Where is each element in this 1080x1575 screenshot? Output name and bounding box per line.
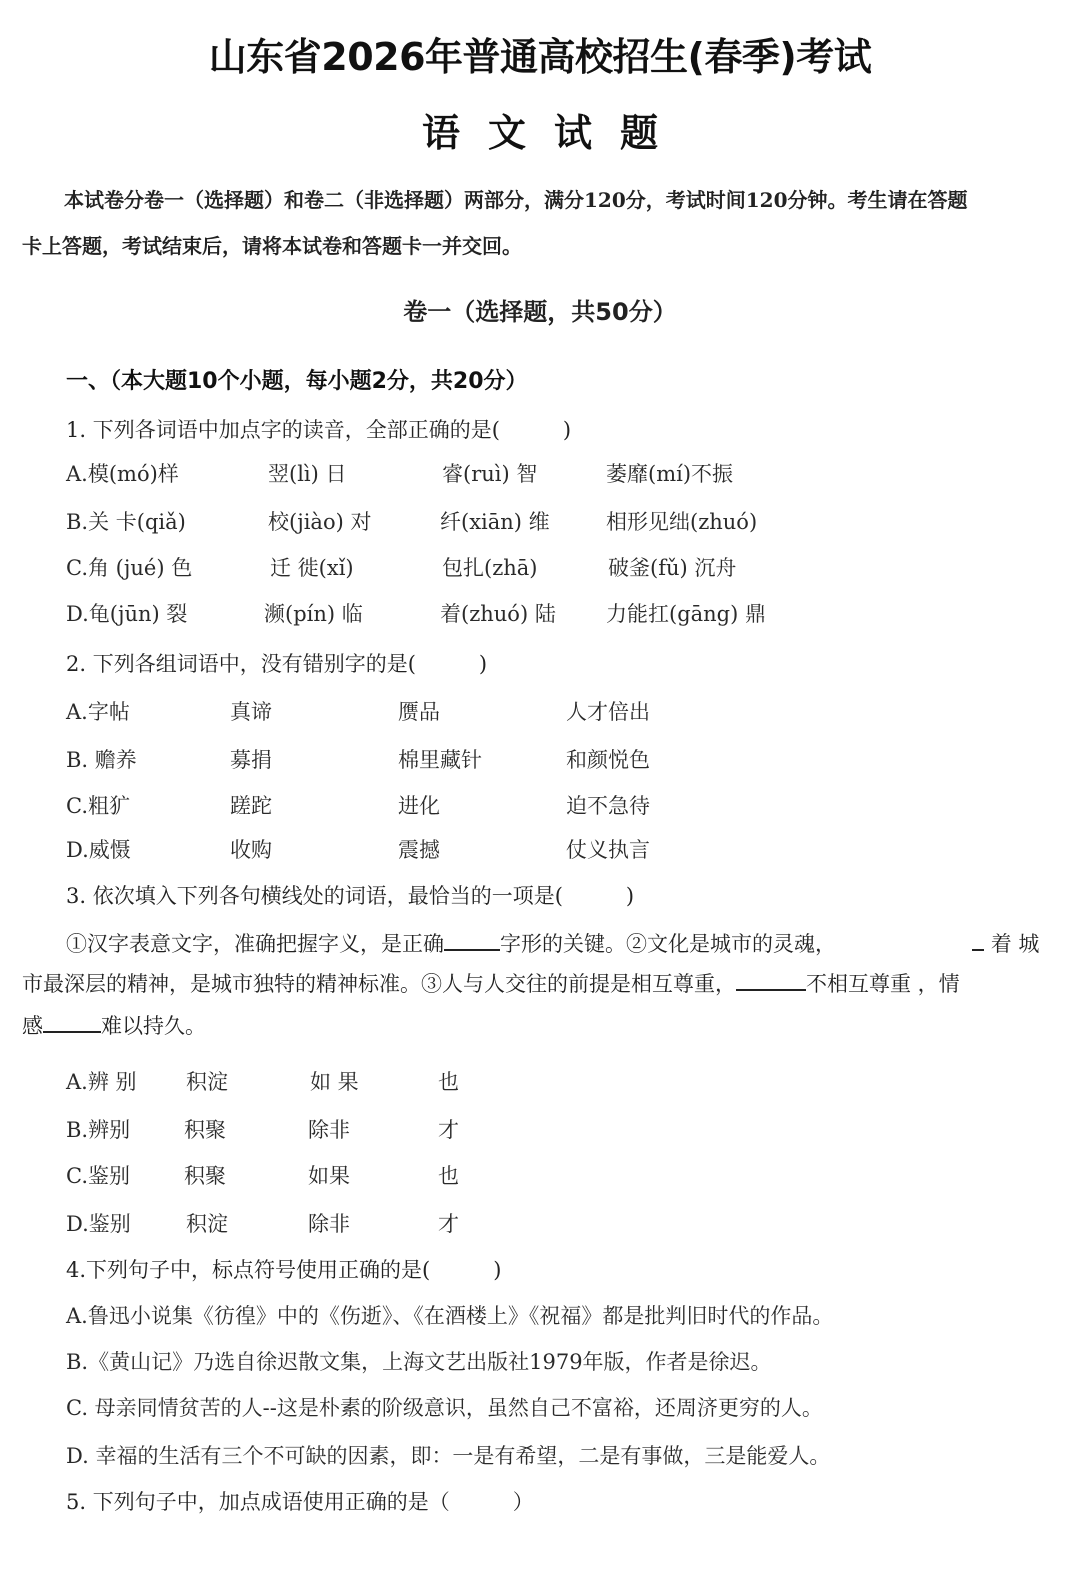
q3-passage-2a: 市最深层的精神，是城市独特的精神标准。③人与人交往的前提是相互尊重，	[22, 972, 736, 996]
q3-option-b-2: 积聚	[184, 1118, 226, 1142]
q3-passage-3a: 感	[22, 1014, 43, 1038]
q1-option-d-2: 濒(pín) 临	[264, 602, 363, 626]
q2-option-d-2: 收购	[230, 838, 272, 862]
q1-option-a-4: 萎靡(mí)不振	[606, 462, 734, 486]
q3-passage-line-1-end	[972, 928, 1039, 958]
q3-option-b-4: 才	[438, 1118, 459, 1142]
exam-title: 山东省2026年普通高校招生(春季)考试	[208, 35, 872, 79]
q2-option-b-1: B. 赡养	[66, 748, 137, 772]
q2-option-d-3: 震撼	[398, 838, 440, 862]
question-5-stem: 5. 下列句子中，加点成语使用正确的是（ ）	[66, 1490, 534, 1514]
q3-option-c-3: 如果	[308, 1164, 350, 1188]
q1-option-d-3: 着(zhuó) 陆	[440, 602, 556, 626]
question-3-stem: 3. 依次填入下列各句横线处的词语，最恰当的一项是( )	[66, 884, 635, 908]
q2-option-c-2: 蹉跎	[230, 794, 272, 818]
question-1-stem: 1. 下列各词语中加点字的读音，全部正确的是( )	[66, 418, 572, 442]
q2-option-a-3: 赝品	[398, 700, 440, 724]
q3-option-d-3: 除非	[308, 1212, 350, 1236]
subject-title: 语文试题	[421, 111, 686, 155]
q1-option-a-3: 睿(ruì) 智	[442, 462, 538, 486]
q4-option-c: C. 母亲同情贫苦的人--这是朴素的阶级意识，虽然自己不富裕，还周济更穷的人。	[66, 1396, 823, 1420]
q3-passage-line-2	[22, 968, 960, 998]
q3-passage-2b: 不相互尊重 ，情	[806, 972, 960, 996]
part-one-heading: 卷一（选择题，共50分）	[403, 298, 677, 326]
answer-blank	[736, 969, 806, 991]
intro-line-2: 卡上答题，考试结束后，请将本试卷和答题卡一并交回。	[22, 234, 522, 258]
q1-option-c-2: 迁 徙(xǐ)	[270, 556, 354, 580]
q3-option-a-2: 积淀	[186, 1070, 228, 1094]
q1-option-d-4: 力能扛(gāng) 鼎	[606, 602, 766, 626]
q3-passage-1a: ①汉字表意文字，准确把握字义，是正确	[66, 932, 444, 956]
q3-passage-line-1	[66, 928, 836, 958]
q1-option-c-3: 包扎(zhā)	[442, 556, 538, 580]
q1-option-c-1: C.角 (jué) 色	[66, 556, 193, 580]
q1-option-a-2: 翌(lì) 日	[268, 462, 347, 486]
q2-option-a-2: 真谛	[230, 700, 272, 724]
q2-option-b-4: 和颜悦色	[566, 748, 650, 772]
section-one-heading: 一、（本大题10个小题，每小题2分，共20分）	[66, 369, 528, 394]
q3-option-d-2: 积淀	[186, 1212, 228, 1236]
q3-passage-3b: 难以持久。	[101, 1014, 206, 1038]
answer-blank	[43, 1011, 101, 1033]
q3-option-a-3: 如 果	[310, 1070, 359, 1094]
q3-option-c-2: 积聚	[184, 1164, 226, 1188]
q3-option-b-1: B.辨别	[66, 1118, 131, 1142]
q1-option-b-4: 相形见绌(zhuó)	[606, 510, 758, 534]
q3-option-c-1: C.鉴别	[66, 1164, 130, 1188]
q3-option-a-1: A.辨 别	[66, 1070, 137, 1094]
q1-option-d-1: D.龟(jūn) 裂	[66, 602, 188, 626]
q1-option-b-1: B.关 卡(qiǎ)	[66, 510, 186, 534]
question-4-stem: 4.下列句子中，标点符号使用正确的是( )	[66, 1258, 502, 1282]
q2-option-a-4: 人才倍出	[566, 700, 650, 724]
q2-option-c-3: 进化	[398, 794, 440, 818]
question-2-stem: 2. 下列各组词语中，没有错别字的是( )	[66, 652, 488, 676]
q1-option-b-2: 校(jiào) 对	[268, 510, 372, 534]
q1-option-a-1: A.模(mó)样	[66, 462, 179, 486]
q3-option-a-4: 也	[438, 1070, 459, 1094]
q3-option-d-4: 才	[438, 1212, 459, 1236]
q3-passage-1c: 着 城	[990, 932, 1040, 956]
q3-option-b-3: 除非	[308, 1118, 350, 1142]
q2-option-b-3: 棉里藏针	[398, 748, 482, 772]
intro-line-1: 本试卷分卷一（选择题）和卷二（非选择题）两部分，满分120分，考试时间120分钟。考生请在答题	[64, 188, 968, 212]
q3-passage-line-3	[22, 1010, 206, 1040]
q3-passage-1b: 字形的关键。②文化是城市的灵魂，	[500, 932, 836, 956]
q4-option-d: D. 幸福的生活有三个不可缺的因素，即：一是有希望，二是有事做，三是能爱人。	[66, 1444, 831, 1468]
q3-option-d-1: D.鉴别	[66, 1212, 131, 1236]
q1-option-b-3: 纤(xiān) 维	[440, 510, 550, 534]
q2-option-c-4: 迫不急待	[566, 794, 650, 818]
q4-option-a: A.鲁迅小说集《彷徨》中的《伤逝》、《在酒楼上》《祝福》都是批判旧时代的作品。	[66, 1304, 834, 1328]
q2-option-b-2: 募捐	[230, 748, 272, 772]
q2-option-d-4: 仗义执言	[566, 838, 650, 862]
q2-option-a-1: A.字帖	[66, 700, 130, 724]
q3-option-c-4: 也	[438, 1164, 459, 1188]
q1-option-c-4: 破釜(fǔ) 沉舟	[608, 556, 737, 580]
q2-option-c-1: C.粗犷	[66, 794, 130, 818]
answer-blank	[972, 929, 984, 951]
q2-option-d-1: D.威慑	[66, 838, 131, 862]
q4-option-b: B.《黄山记》乃选自徐迟散文集，上海文艺出版社1979年版，作者是徐迟。	[66, 1350, 772, 1374]
answer-blank	[444, 929, 500, 951]
